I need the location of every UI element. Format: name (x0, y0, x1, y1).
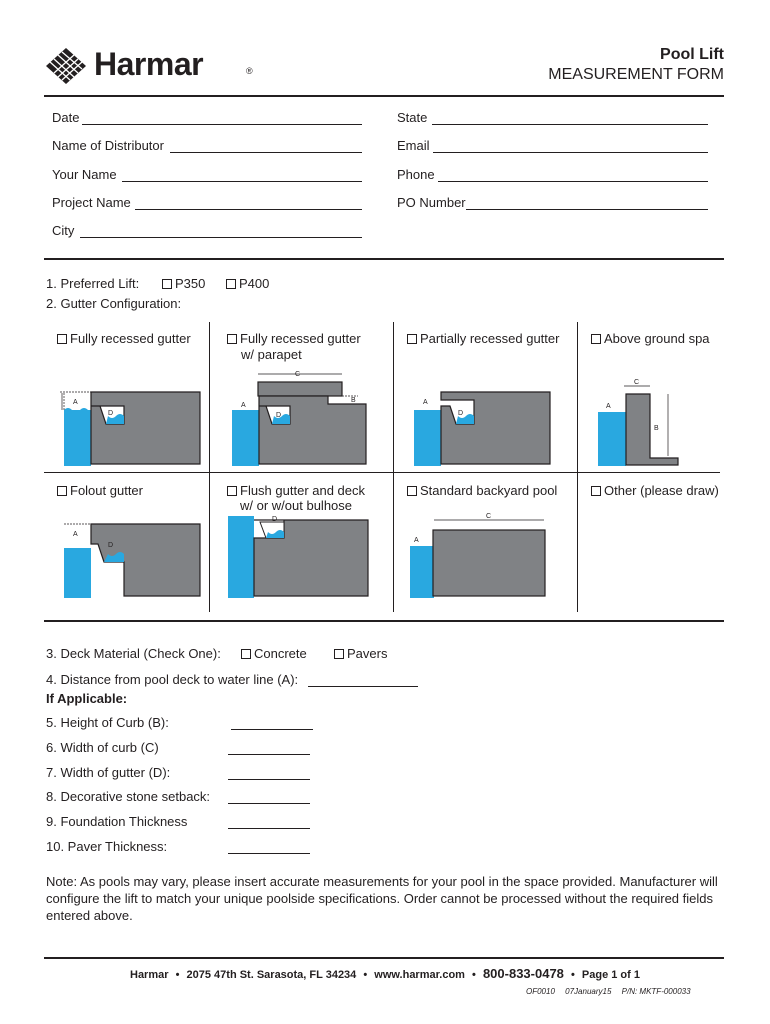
fields-rule (44, 258, 724, 260)
measure-paver-thickness-line[interactable] (228, 853, 310, 854)
footer-address: 2075 47th St. Sarasota, FL 34234 (186, 969, 357, 981)
form-title-line1: Pool Lift (660, 46, 724, 63)
diagram-deck (626, 394, 678, 465)
grid-vline-3 (577, 322, 578, 612)
field-distributor-label: Name of Distributor (52, 138, 164, 153)
diagram-deck (433, 530, 545, 596)
field-phone-label: Phone (397, 167, 435, 182)
diagram-letter-a: A (241, 402, 246, 409)
footer-doc-code: OF0010 (526, 987, 555, 996)
field-date-line[interactable] (82, 124, 362, 125)
diagram-letter-d: D (276, 412, 282, 419)
diagram-letter-d: D (458, 410, 464, 417)
diagram-letter-a: A (606, 403, 611, 410)
diagram-partially-recessed (410, 380, 556, 466)
q3-pavers-label: Pavers (347, 646, 388, 661)
gutter-above-ground-spa-checkbox[interactable] (591, 334, 601, 344)
field-distributor-line[interactable] (170, 152, 362, 153)
gutter-parapet-label-line2: w/ parapet (241, 347, 302, 362)
form-title-line2: MEASUREMENT FORM (548, 66, 724, 83)
footer-sep: • (570, 969, 575, 981)
diagram-letter-a: A (73, 399, 78, 406)
diagram-deck (259, 396, 366, 464)
q3-option-pavers[interactable] (334, 646, 387, 661)
form-title (548, 46, 724, 84)
field-po-number-label: PO Number (397, 195, 466, 210)
gutter-folout-checkbox[interactable] (57, 486, 67, 496)
diagram-letter-d: D (108, 410, 114, 417)
q4-input-line[interactable] (308, 686, 418, 687)
footer-doc-date: 07January15 (565, 987, 612, 996)
field-email-label: Email (397, 138, 430, 153)
gutter-option-parapet[interactable] (227, 331, 361, 346)
gutter-option-other[interactable] (591, 483, 719, 498)
gutter-standard-backyard-checkbox[interactable] (407, 486, 417, 496)
gutter-option-flush[interactable] (227, 483, 365, 498)
gutter-folout-label: Folout gutter (70, 483, 143, 498)
measure-curb-height-label: 5. Height of Curb (B): (46, 715, 169, 730)
note-line2: configure the lift to match your unique poolside specifications. Order cannot be processed without the required fields (46, 891, 713, 906)
field-city-label: City (52, 223, 75, 238)
gutter-other-label: Other (please draw) (604, 483, 719, 498)
field-project-name-line[interactable] (135, 209, 362, 210)
diagram-letter-c: C (486, 513, 492, 520)
gutter-fully-recessed-checkbox[interactable] (57, 334, 67, 344)
gutter-option-fully-recessed[interactable] (57, 331, 191, 346)
if-applicable-heading: If Applicable: (46, 691, 128, 706)
diagram-water (232, 410, 259, 466)
q3-concrete-label: Concrete (254, 646, 307, 661)
q1-p400-label: P400 (239, 276, 270, 291)
note (46, 873, 718, 924)
footer-sep: • (472, 969, 476, 981)
footer-doc-info (526, 987, 691, 996)
diagram-water (64, 410, 91, 466)
gutter-flush-label: Flush gutter and deck (240, 483, 366, 498)
q4-label: 4. Distance from pool deck to water line (A): (46, 672, 299, 687)
diagram-letter-a: A (73, 531, 78, 538)
gutter-partially-recessed-checkbox[interactable] (407, 334, 417, 344)
measure-curb-height-line[interactable] (231, 729, 313, 730)
field-your-name-label: Your Name (52, 167, 117, 182)
gutter-other-checkbox[interactable] (591, 486, 601, 496)
diagram-letter-c: C (634, 379, 640, 386)
gutter-option-standard-backyard[interactable] (407, 483, 557, 498)
diagram-letter-b: B (351, 397, 356, 404)
harmar-logo (44, 46, 259, 86)
field-your-name-line[interactable] (122, 181, 362, 182)
q1-option-p400[interactable] (226, 276, 269, 291)
field-city-line[interactable] (80, 237, 362, 238)
q3-option-concrete[interactable] (241, 646, 307, 661)
grid-hline-mid (44, 472, 720, 473)
footer-company: Harmar (130, 969, 169, 981)
footer-phone[interactable]: 800-833-0478 (482, 966, 564, 981)
diagram-letter-a: A (423, 399, 428, 406)
measure-curb-width-label: 6. Width of curb (C) (46, 740, 159, 755)
diagram-fully-recessed (60, 380, 206, 466)
gutter-option-above-ground-spa[interactable] (591, 331, 710, 346)
gutter-flush-label-line2: w/ or w/out bulhose (240, 498, 353, 513)
measure-gutter-width-line[interactable] (228, 779, 310, 780)
note-line1: Note: As pools may vary, please insert accurate measurements for your pool in the space provided. Manufacturer will (46, 874, 718, 889)
footer-contact (0, 966, 770, 981)
q3-label: 3. Deck Material (Check One): (46, 646, 221, 661)
gutter-partially-recessed-label: Partially recessed gutter (420, 331, 560, 346)
q1-label: 1. Preferred Lift: (46, 276, 140, 291)
field-project-name-label: Project Name (52, 195, 131, 210)
diagram-water (228, 516, 254, 598)
gutter-option-partially-recessed[interactable] (407, 331, 559, 346)
gutter-above-ground-spa-label: Above ground spa (604, 331, 710, 346)
q3-concrete-checkbox[interactable] (241, 649, 251, 659)
footer-part-number: P/N: MKTF-000033 (621, 987, 691, 996)
diagram-water (410, 546, 434, 598)
footer-sep: • (363, 969, 368, 981)
header-rule (44, 95, 724, 97)
field-phone-line[interactable] (438, 181, 708, 182)
gutter-flush-checkbox[interactable] (227, 486, 237, 496)
q2-label: 2. Gutter Configuration: (46, 296, 182, 311)
gutter-fully-recessed-label: Fully recessed gutter (70, 331, 191, 346)
q1-p400-checkbox[interactable] (226, 279, 236, 289)
field-email-line[interactable] (433, 152, 708, 153)
measure-stone-setback-line[interactable] (228, 803, 310, 804)
footer-sep: • (175, 969, 180, 981)
diagram-water (64, 548, 91, 598)
diagram-flush (226, 512, 372, 598)
field-date-label: Date (52, 110, 80, 125)
field-state-label: State (397, 110, 428, 125)
measure-paver-thickness-label: 10. Paver Thickness: (46, 839, 168, 854)
note-line3: entered above. (46, 908, 133, 923)
gutter-standard-backyard-label: Standard backyard pool (420, 483, 558, 498)
diagram-letter-d: D (272, 516, 278, 523)
q3-pavers-checkbox[interactable] (334, 649, 344, 659)
footer-page: Page 1 of 1 (581, 969, 640, 981)
grid-vline-2 (393, 322, 394, 612)
measure-stone-setback-label: 8. Decorative stone setback: (46, 789, 211, 804)
diagram-deck (441, 392, 550, 464)
grid-vline-1 (209, 322, 210, 612)
measure-foundation-thickness-label: 9. Foundation Thickness (46, 814, 188, 829)
diagram-letter-c: C (295, 371, 301, 378)
harmar-logo-mark-icon (44, 46, 88, 86)
gutter-parapet-label: Fully recessed gutter (240, 331, 361, 346)
diagram-water (414, 410, 441, 466)
diagram-standard-backyard (406, 510, 552, 598)
grid-hline-bottom (44, 620, 724, 622)
diagram-letter-d: D (108, 542, 114, 549)
q1-option-p350[interactable] (162, 276, 205, 291)
brand-name: Harmar (94, 46, 204, 82)
q1-p350-label: P350 (175, 276, 206, 291)
q1-p350-checkbox[interactable] (162, 279, 172, 289)
gutter-option-folout[interactable] (57, 483, 143, 498)
field-state-line[interactable] (432, 124, 708, 125)
gutter-parapet-checkbox[interactable] (227, 334, 237, 344)
diagram-water (598, 412, 626, 466)
measure-curb-width-line[interactable] (228, 754, 310, 755)
diagram-letter-a: A (414, 537, 419, 544)
field-po-number-line[interactable] (466, 209, 708, 210)
diagram-folout (60, 518, 206, 598)
diagram-deck (91, 392, 200, 464)
footer-website[interactable]: www.harmar.com (374, 969, 465, 981)
measure-foundation-thickness-line[interactable] (228, 828, 310, 829)
diagram-letter-b: B (654, 425, 659, 432)
diagram-parapet (228, 366, 374, 466)
diagram-above-ground-spa (594, 372, 684, 466)
footer-rule (44, 957, 724, 959)
registered-mark: ® (246, 66, 253, 76)
measure-gutter-width-label: 7. Width of gutter (D): (46, 765, 171, 780)
